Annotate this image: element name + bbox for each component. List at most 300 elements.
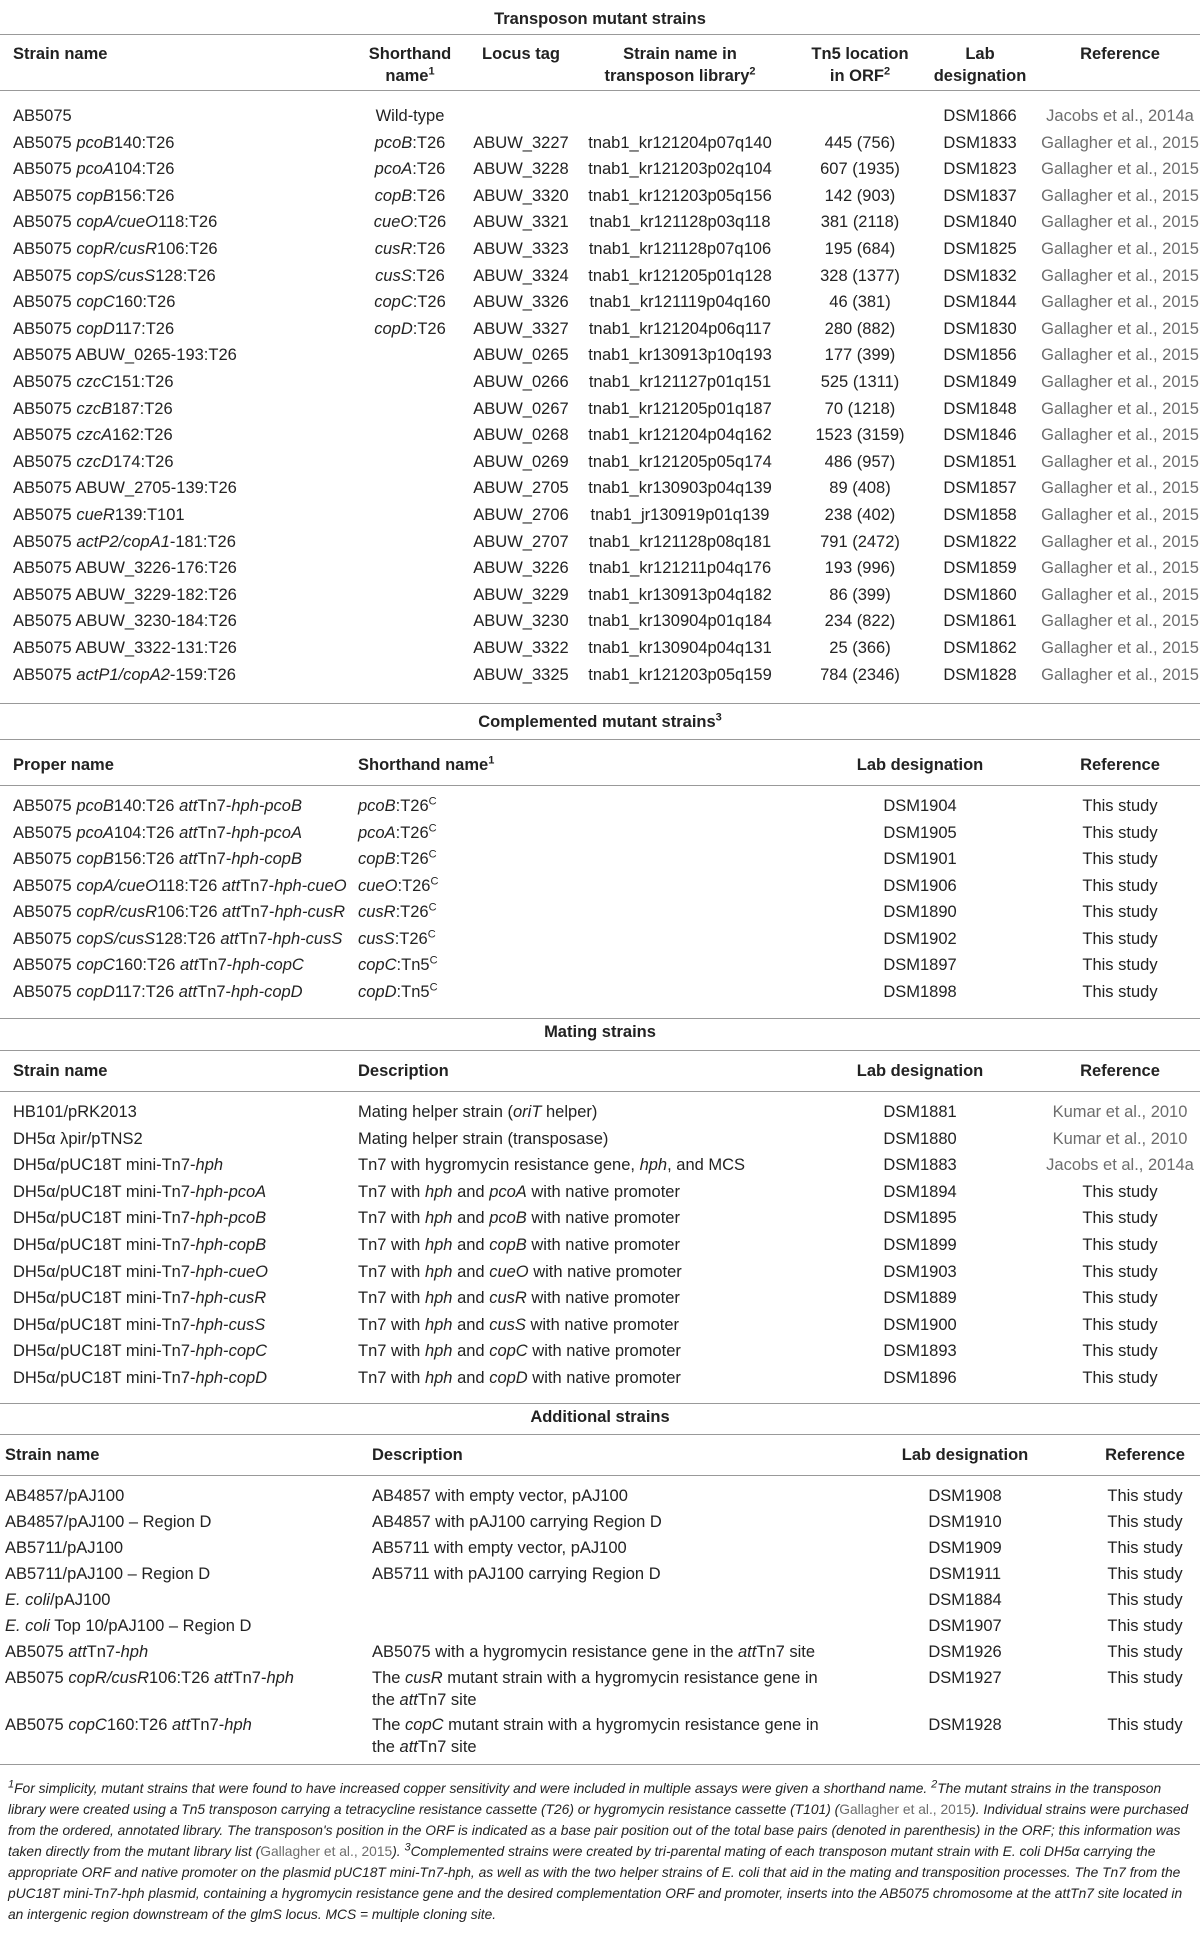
transposon-library-name	[570, 132, 790, 154]
gene-italic: copC	[489, 1342, 528, 1361]
transposon-tn5-location	[800, 557, 920, 579]
transposon-strain-name	[13, 610, 237, 632]
mating-reference	[1040, 1367, 1200, 1389]
gene-italic: hph	[195, 1262, 224, 1281]
text-span: AB5075	[13, 532, 77, 551]
mating-lab-designation	[835, 1207, 1005, 1229]
transposon-tn5-location	[800, 158, 920, 180]
transposon-locus	[471, 318, 571, 340]
text-span: AB5075	[13, 982, 77, 1001]
gene-italic: copC	[76, 956, 115, 974]
gene-italic: copB	[76, 850, 114, 868]
mating-strain-name	[13, 1314, 265, 1336]
text-span: Shorthand	[368, 45, 452, 63]
gene-italic: E. coli	[5, 1591, 50, 1609]
gene-italic: hph	[224, 1716, 252, 1734]
gene-italic: copC	[68, 1716, 107, 1734]
header-shorthand-name	[358, 754, 494, 776]
text-span: DSM1822	[943, 532, 1017, 551]
gene-italic: hph	[424, 1315, 453, 1334]
text-span: DSM1902	[883, 929, 957, 948]
text-span: :T26	[397, 876, 431, 895]
additional-reference	[1090, 1537, 1200, 1559]
text-span: DSM1926	[928, 1643, 1002, 1661]
mating-description	[358, 1314, 679, 1336]
text-span: Gallagher et al., 2015	[1041, 479, 1199, 498]
additional-lab-designation	[880, 1641, 1050, 1663]
text-span: Proper name	[13, 756, 114, 774]
gene-italic: hph	[639, 1156, 668, 1175]
text-span: DSM1893	[883, 1342, 957, 1361]
gene-italic: cueO	[358, 876, 398, 895]
text-span: DSM1903	[883, 1262, 957, 1281]
text-span: Reference	[1080, 45, 1160, 63]
gene-italic: copC	[76, 293, 115, 312]
transposon-library-name	[570, 398, 790, 420]
transposon-shorthand	[340, 105, 480, 127]
text-span: AB5075	[13, 903, 77, 921]
transposon-tn5-location	[800, 477, 920, 499]
transposon-reference	[1040, 132, 1200, 154]
transposon-strain-name	[13, 185, 174, 207]
text-span: tnab1_kr121203p05q159	[588, 665, 772, 684]
transposon-lab-designation	[930, 610, 1030, 632]
additional-description-cont	[372, 1689, 477, 1711]
transposon-locus	[471, 477, 571, 499]
transposon-lab-designation	[930, 158, 1030, 180]
gene-italic: actP2/copA1	[76, 532, 170, 551]
additional-reference	[1090, 1511, 1200, 1533]
transposon-tn5-location	[800, 371, 920, 393]
transposon-title-text: Transposon mutant strains	[494, 10, 706, 28]
text-span: This study	[1082, 1236, 1158, 1254]
transposon-lab-designation	[930, 664, 1030, 686]
footnote-reference: Gallagher et al., 2015	[260, 1844, 393, 1859]
text-span: AB5075	[13, 956, 77, 974]
text-span: DH5α/pUC18T mini-Tn7-	[13, 1236, 196, 1254]
text-span: tnab1_kr121203p02q104	[588, 160, 772, 179]
transposon-library-name	[570, 158, 790, 180]
text-span: Tn7-	[197, 797, 232, 815]
mating-lab-designation	[835, 1287, 1005, 1309]
gene-italic: pcoA	[76, 823, 114, 842]
transposon-locus	[471, 637, 571, 659]
transposon-strain-name	[13, 265, 216, 287]
complemented-lab-designation	[835, 981, 1005, 1003]
text-span: Complemented strains were created by tri-parental mating of each transposon mutant strain with E. coli DH5α carrying the appropriate ORF and native promoter on the plasmid pUC18T mini-Tn7-hph, as well as with the two helper strains of E. coli that aid in the mating and transposition processes. The Tn7 from the pUC18T mini-Tn7-hph plasmid, containing a hygromycin resistance gene and the desired complementation ORF and promoter, inserts into the AB5075 chromosome at the attTn7 site located in an intergenic region downstream of the glmS locus. MCS = multiple cloning site.	[8, 1844, 1183, 1922]
additional-strain-name	[5, 1511, 211, 1533]
complemented-lab-designation	[835, 928, 1005, 950]
text-span: tnab1_kr130904p04q131	[588, 639, 772, 657]
transposon-reference	[1040, 211, 1200, 233]
text-span: and	[452, 1262, 490, 1281]
text-span: This study	[1082, 1342, 1158, 1361]
transposon-shorthand	[340, 158, 480, 180]
text-span: This study	[1082, 797, 1158, 815]
text-span: tnab1_kr121204p06q117	[588, 319, 772, 338]
transposon-lab-designation	[930, 185, 1030, 207]
complemented-shorthand	[358, 795, 437, 817]
text-span: DSM1900	[883, 1315, 957, 1334]
text-span: 139:T101	[114, 506, 185, 524]
text-span: DH5α/pUC18T mini-Tn7-	[13, 1342, 196, 1361]
header-strain-name	[13, 1060, 107, 1082]
text-span: 280 (882)	[824, 319, 896, 338]
text-span: DSM1895	[883, 1209, 957, 1228]
gene-italic: oriT	[513, 1103, 542, 1121]
text-span: AB4857 with pAJ100 carrying Region D	[372, 1513, 662, 1531]
gene-italic: hph	[424, 1182, 453, 1201]
text-span: Gallagher et al., 2015	[1041, 373, 1199, 391]
gene-italic: hph-cusR	[274, 903, 346, 921]
text-span: DSM1862	[943, 639, 1017, 657]
text-span: Gallagher et al., 2015	[1041, 612, 1199, 631]
text-span: DSM1883	[883, 1156, 957, 1175]
text-span: 70 (1218)	[824, 399, 896, 418]
gene-italic: att	[179, 956, 199, 974]
gene-italic: cusR	[358, 903, 396, 921]
complemented-proper-name	[13, 795, 302, 817]
gene-italic: att	[399, 1691, 418, 1709]
gene-italic: att	[220, 929, 239, 948]
text-span: Tn7 site	[756, 1643, 816, 1661]
complemented-proper-name	[13, 848, 302, 870]
mating-description	[358, 1287, 680, 1309]
gene-italic: copC	[405, 1716, 444, 1734]
text-span: /pAJ100	[49, 1591, 111, 1609]
text-span: 118:T26	[157, 213, 218, 232]
transposon-reference	[1040, 664, 1200, 686]
gene-italic: cusS	[358, 929, 395, 948]
transposon-locus	[471, 664, 571, 686]
transposon-locus	[471, 185, 571, 207]
text-span: Reference	[1080, 756, 1160, 774]
mating-title	[0, 1023, 1200, 1042]
text-span: ABUW_2705	[473, 479, 569, 498]
text-span: 128:T26	[155, 929, 221, 948]
text-span: Tn5 location	[811, 45, 909, 63]
text-span: tnab1_kr121128p08q181	[588, 532, 772, 551]
mating-lab-designation	[835, 1181, 1005, 1203]
text-span: tnab1_kr121204p04q162	[588, 426, 772, 445]
additional-lab-designation	[880, 1563, 1050, 1585]
text-span: with native promoter	[525, 1315, 680, 1334]
text-span: AB5075	[13, 186, 77, 205]
transposon-library-name	[570, 451, 790, 473]
gene-italic: czcB	[76, 399, 113, 418]
mating-lab-designation	[835, 1101, 1005, 1123]
header-reference	[1040, 754, 1200, 776]
text-span: -	[223, 1182, 229, 1201]
mating-description	[358, 1207, 680, 1229]
text-span: DSM1890	[883, 903, 957, 921]
gene-italic: hph	[266, 1669, 294, 1687]
additional-description	[372, 1563, 661, 1585]
text-span: Mating helper strain (transposase)	[358, 1129, 609, 1148]
text-span: This study	[1082, 1209, 1158, 1228]
transposon-locus	[471, 211, 571, 233]
text-span: Strain name	[13, 45, 108, 63]
text-span: AB5075	[5, 1643, 69, 1661]
text-span: tnab1_kr121128p07q106	[588, 240, 772, 258]
text-span: AB4857/pAJ100	[5, 1487, 125, 1505]
text-span: DSM1860	[943, 585, 1017, 604]
text-span: tnab1_kr121128p03q118	[589, 213, 771, 232]
transposon-strain-name	[13, 371, 174, 393]
text-span: 104:T26	[113, 823, 180, 842]
gene-italic: cueO	[373, 213, 414, 232]
text-span: :T26	[412, 240, 446, 258]
transposon-strain-name	[13, 477, 237, 499]
text-span: AB5075	[13, 426, 77, 445]
text-span: AB5075	[13, 850, 77, 868]
text-span: Gallagher et al., 2015	[1041, 532, 1199, 551]
text-span: This study	[1082, 1369, 1158, 1387]
additional-description-cont	[372, 1736, 477, 1758]
text-span: 607 (1935)	[820, 160, 900, 179]
text-span: 160:T26	[114, 293, 176, 312]
mating-description	[358, 1181, 680, 1203]
text-span: :T26	[412, 186, 446, 205]
text-span: AB5711/pAJ100	[5, 1539, 124, 1557]
text-span: ABUW_2706	[473, 506, 569, 524]
gene-italic: att	[178, 982, 198, 1001]
mating-strain-name	[13, 1207, 266, 1229]
complemented-shorthand	[358, 928, 436, 950]
text-span: DSM1861	[943, 612, 1017, 631]
text-span: DSM1848	[943, 399, 1017, 418]
text-span: ABUW_0268	[473, 426, 569, 445]
text-span: ABUW_3324	[473, 266, 569, 285]
rule-line	[0, 1403, 1200, 1404]
text-span: 104:T26	[113, 160, 175, 179]
text-span: DSM1897	[883, 956, 957, 974]
gene-italic: hph	[195, 1156, 224, 1175]
complemented-shorthand	[358, 875, 438, 897]
text-span: and	[452, 1315, 490, 1334]
text-span: ABUW_3229	[473, 585, 569, 604]
gene-italic: copD	[76, 319, 115, 338]
text-span: AB5075	[13, 160, 77, 179]
gene-italic: att	[179, 797, 198, 815]
text-span: DSM1904	[883, 797, 957, 815]
transposon-strain-name	[13, 664, 236, 686]
text-span: and	[452, 1209, 490, 1228]
transposon-tn5-location	[800, 238, 920, 260]
text-span: with native promoter	[527, 1342, 681, 1361]
text-span: Description	[358, 1062, 449, 1080]
mating-reference	[1040, 1128, 1200, 1150]
gene-italic: pcoA	[374, 160, 413, 179]
text-span: DSM1859	[943, 559, 1017, 578]
text-span: DSM1899	[883, 1236, 957, 1254]
additional-strain-name	[5, 1714, 252, 1736]
text-span: AB5075 with a hygromycin resistance gene in the	[372, 1643, 738, 1661]
gene-italic: hph	[195, 1209, 224, 1228]
text-span: DSM1851	[943, 452, 1017, 471]
text-span: ABUW_3230	[473, 612, 569, 631]
additional-description	[372, 1667, 818, 1689]
text-span: Tn7 with	[358, 1209, 425, 1228]
mating-reference	[1040, 1287, 1200, 1309]
text-span: 106:T26	[157, 240, 218, 258]
complemented-reference	[1040, 981, 1200, 1003]
rule-line	[0, 1091, 1200, 1092]
text-span: This study	[1107, 1643, 1183, 1661]
text-span: Tn7-	[232, 1669, 267, 1687]
additional-lab-designation	[880, 1511, 1050, 1533]
transposon-library-name	[570, 504, 790, 526]
additional-strain-name	[5, 1563, 210, 1585]
gene-italic: E. coli	[5, 1617, 50, 1635]
header-lab	[930, 43, 1030, 87]
text-span: Tn7-	[240, 876, 275, 895]
header-shorthand	[340, 43, 480, 87]
header-reference	[1040, 1060, 1200, 1082]
text-span: The	[372, 1716, 406, 1734]
text-span: Strain name	[5, 1446, 100, 1464]
transposon-strain-name	[13, 291, 175, 313]
footnote-reference: Gallagher et al., 2015	[839, 1802, 972, 1817]
additional-reference	[1090, 1641, 1200, 1663]
transposon-strain-name	[13, 398, 173, 420]
gene-italic: hph	[195, 1369, 224, 1387]
transposon-tn5-location	[800, 504, 920, 526]
superscript: C	[427, 928, 436, 940]
transposon-lab-designation	[930, 451, 1030, 473]
gene-italic: att	[68, 1643, 87, 1661]
gene-italic: actP1/copA2	[76, 665, 170, 684]
transposon-tn5-location	[800, 132, 920, 154]
text-span: tnab1_kr121204p07q140	[588, 133, 772, 152]
text-span: Description	[372, 1446, 463, 1464]
gene-italic: hph-pcoB	[231, 797, 302, 815]
superscript: C	[428, 795, 437, 808]
text-span: Jacobs et al., 2014a	[1046, 107, 1194, 125]
text-span: Shorthand name	[358, 756, 489, 774]
mating-strain-name	[13, 1367, 267, 1389]
text-span: DSM1844	[943, 293, 1017, 312]
text-span: This study	[1082, 823, 1158, 842]
mating-reference	[1040, 1207, 1200, 1229]
text-span: This study	[1107, 1669, 1183, 1687]
text-span: :T26	[412, 160, 446, 179]
complemented-reference	[1040, 875, 1200, 897]
text-span: DSM1832	[943, 266, 1017, 285]
gene-italic: hph	[195, 1236, 224, 1254]
additional-strain-name	[5, 1537, 123, 1559]
text-span: DSM1928	[928, 1716, 1002, 1734]
text-span: Tn7 with	[358, 1236, 425, 1254]
text-span: This study	[1082, 982, 1158, 1001]
complemented-lab-designation	[835, 901, 1005, 923]
gene-italic: cusR	[228, 1289, 267, 1308]
mating-lab-designation	[835, 1128, 1005, 1150]
gene-italic: copC	[358, 956, 397, 974]
header-description	[372, 1444, 463, 1466]
text-span: and	[452, 1342, 490, 1361]
transposon-locus	[471, 424, 571, 446]
text-span: AB5075	[13, 797, 77, 815]
transposon-library-name	[570, 637, 790, 659]
text-span: Gallagher et al., 2015	[1041, 213, 1199, 232]
gene-italic: cusS	[228, 1315, 266, 1334]
text-span: DH5α/pUC18T mini-Tn7-	[13, 1369, 196, 1387]
transposon-reference	[1040, 238, 1200, 260]
transposon-locus	[471, 132, 571, 154]
text-span: AB4857/pAJ100 – Region D	[5, 1513, 212, 1531]
text-span: 525 (1311)	[820, 373, 900, 391]
mating-reference	[1040, 1234, 1200, 1256]
text-span: Tn7 with	[358, 1315, 425, 1334]
text-span: with native promoter	[526, 1236, 680, 1254]
additional-lab-designation	[880, 1615, 1050, 1637]
text-span: and	[452, 1182, 490, 1201]
transposon-library-name	[570, 557, 790, 579]
mating-description	[358, 1367, 681, 1389]
mating-reference	[1040, 1261, 1200, 1283]
transposon-reference	[1040, 424, 1200, 446]
text-span: DSM1823	[943, 160, 1017, 179]
text-span: 381 (2118)	[820, 213, 900, 232]
header-strain-name	[13, 43, 107, 65]
superscript: 2	[931, 1778, 938, 1791]
transposon-library-name	[570, 344, 790, 366]
transposon-library-name	[570, 424, 790, 446]
additional-reference	[1090, 1485, 1200, 1507]
text-span: :T26	[412, 319, 446, 338]
text-span: 25 (366)	[829, 639, 891, 657]
text-span: ABUW_3320	[473, 186, 569, 205]
mating-strain-name	[13, 1340, 267, 1362]
text-span: with native promoter	[526, 1209, 680, 1228]
text-span: 784 (2346)	[820, 665, 900, 684]
transposon-strain-name	[13, 584, 237, 606]
transposon-locus	[471, 158, 571, 180]
gene-italic: cusR	[374, 240, 413, 258]
text-span: AB5075	[5, 1716, 69, 1734]
gene-italic: hph	[195, 1315, 224, 1334]
text-span: 174:T26	[112, 452, 174, 471]
additional-strain-name	[5, 1589, 110, 1611]
text-span: HB101/pRK2013	[13, 1103, 137, 1121]
text-span: The mutant strains in the transposon library were created using a Tn5 transposon carrying a tetracycline resistance cassette (T26) or hygromycin resistance cassette (T101) (	[8, 1781, 1162, 1817]
text-span: Gallagher et al., 2015	[1041, 399, 1199, 418]
text-span: transposon library	[604, 67, 750, 85]
text-span: with native promoter	[527, 1369, 681, 1387]
text-span: DSM1856	[943, 346, 1017, 365]
text-span: AB5075	[13, 506, 77, 524]
text-span: AB5075	[13, 399, 77, 418]
gene-italic: hph-copC	[232, 956, 304, 974]
text-span: Tn7 with	[358, 1289, 425, 1308]
text-span: tnab1_kr121211p04q176	[588, 559, 772, 578]
mating-strain-name	[13, 1234, 266, 1256]
gene-italic: cusR	[405, 1669, 443, 1687]
transposon-reference	[1040, 557, 1200, 579]
text-span: ).	[392, 1844, 405, 1859]
text-span: This study	[1082, 1182, 1158, 1201]
text-span: DH5α/pUC18T mini-Tn7-	[13, 1262, 196, 1281]
complemented-reference	[1040, 848, 1200, 870]
gene-italic: hph	[424, 1209, 453, 1228]
text-span: -181:T26	[169, 532, 236, 551]
transposon-shorthand	[340, 291, 480, 313]
text-span: Tn7 with	[358, 1262, 425, 1281]
transposon-library-name	[570, 318, 790, 340]
text-span: 118:T26	[157, 876, 222, 895]
header-library	[570, 43, 790, 87]
